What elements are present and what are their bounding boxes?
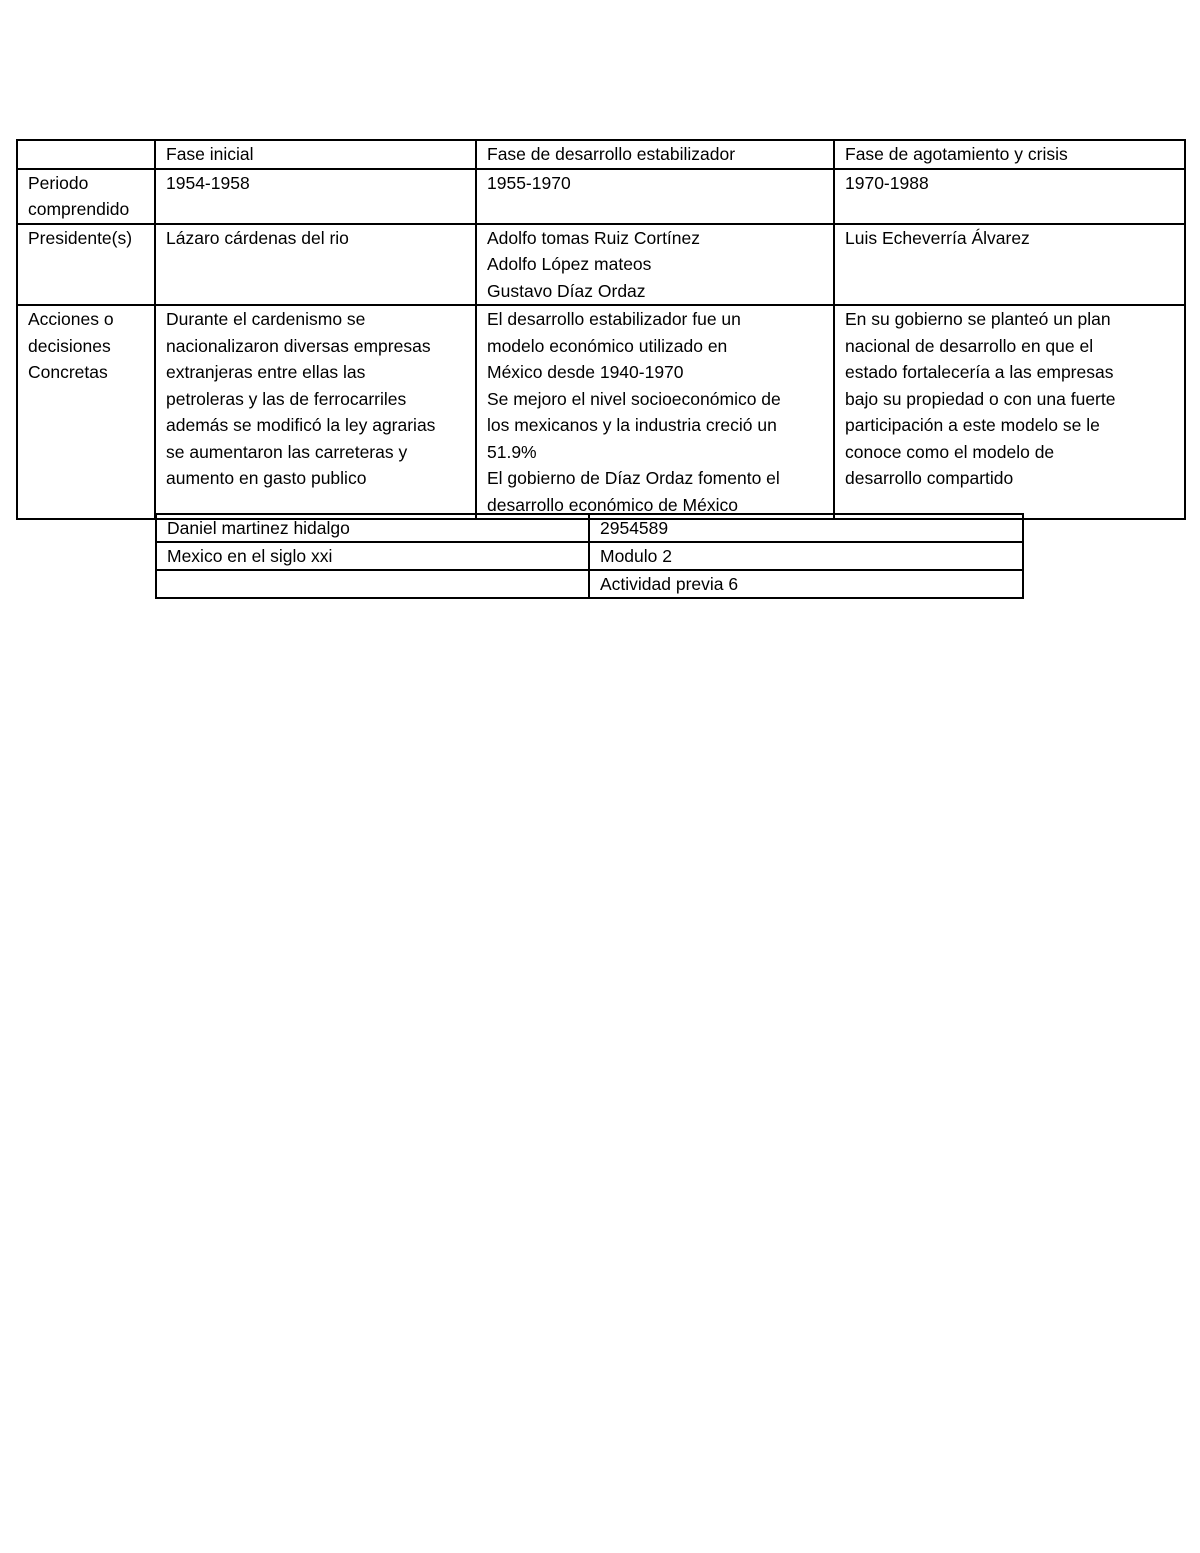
text-line: Presidente(s) bbox=[28, 227, 133, 248]
header-cell-fase-agotamiento: Fase de agotamiento y crisis bbox=[834, 140, 1185, 169]
text-line: En su gobierno se planteó un plan bbox=[845, 309, 1111, 329]
row-label-acciones bbox=[17, 305, 155, 519]
text-line: Adolfo tomas Ruiz Cortínez bbox=[487, 227, 701, 248]
text-line: 51.9% bbox=[487, 441, 537, 462]
text-line: nacional de desarrollo en que el bbox=[845, 335, 1094, 356]
cell-periodo-desarrollo bbox=[476, 169, 834, 224]
student-name: Daniel martinez hidalgo bbox=[156, 514, 589, 542]
text-line: 1955-1970 bbox=[487, 172, 571, 193]
text-line: desarrollo económico de México bbox=[487, 494, 738, 515]
text-line: conoce como el modelo de bbox=[845, 441, 1055, 462]
text-line: se aumentaron las carreteras y bbox=[166, 441, 408, 462]
text-line: Concretas bbox=[28, 362, 108, 382]
info-row-name bbox=[156, 514, 1023, 542]
cell-acciones-agotamiento bbox=[834, 305, 1185, 519]
text-line: 1954-1958 bbox=[166, 172, 250, 193]
cell-acciones-desarrollo bbox=[476, 305, 834, 519]
text-line: modelo económico utilizado en bbox=[487, 335, 728, 356]
text-line: Durante el cardenismo se bbox=[166, 309, 366, 329]
text-line: nacionalizaron diversas empresas bbox=[166, 335, 431, 356]
module-name: Modulo 2 bbox=[589, 542, 1023, 570]
text-line: estado fortalecería a las empresas bbox=[845, 362, 1114, 382]
cell-periodo-inicial bbox=[155, 169, 476, 224]
table-row-periodo bbox=[17, 169, 1185, 224]
text-line: desarrollo compartido bbox=[845, 468, 1014, 488]
student-info-table bbox=[155, 513, 1024, 599]
phases-table bbox=[16, 139, 1186, 520]
text-line: petroleras y las de ferrocarriles bbox=[166, 388, 407, 409]
text-line: Lázaro cárdenas del rio bbox=[166, 227, 349, 248]
text-line: extranjeras entre ellas las bbox=[166, 362, 366, 382]
row-label-periodo bbox=[17, 169, 155, 224]
info-row-course bbox=[156, 542, 1023, 570]
text-line: Periodo bbox=[28, 172, 89, 193]
text-line: además se modificó la ley agrarias bbox=[166, 415, 436, 435]
header-cell-fase-desarrollo: Fase de desarrollo estabilizador bbox=[476, 140, 834, 169]
table-row-presidentes bbox=[17, 224, 1185, 306]
info-row-activity bbox=[156, 570, 1023, 598]
text-line: los mexicanos y la industria creció un bbox=[487, 415, 777, 435]
row-label-presidentes bbox=[17, 224, 155, 306]
text-line: participación a este modelo se le bbox=[845, 415, 1100, 435]
text-line: El desarrollo estabilizador fue un bbox=[487, 309, 741, 329]
empty-cell bbox=[156, 570, 589, 598]
text-line: Gustavo Díaz Ordaz bbox=[487, 280, 646, 301]
text-line: Acciones o bbox=[28, 309, 114, 329]
cell-acciones-inicial bbox=[155, 305, 476, 519]
activity-name: Actividad previa 6 bbox=[589, 570, 1023, 598]
text-line: bajo su propiedad o con una fuerte bbox=[845, 388, 1116, 409]
student-id: 2954589 bbox=[589, 514, 1023, 542]
cell-periodo-agotamiento bbox=[834, 169, 1185, 224]
table-row-acciones bbox=[17, 305, 1185, 519]
header-cell-fase-inicial: Fase inicial bbox=[155, 140, 476, 169]
cell-presidentes-agotamiento bbox=[834, 224, 1185, 306]
header-cell-empty bbox=[17, 140, 155, 169]
course-name: Mexico en el siglo xxi bbox=[156, 542, 589, 570]
text-line: aumento en gasto publico bbox=[166, 468, 367, 488]
text-line: decisiones bbox=[28, 335, 111, 356]
text-line: 1970-1988 bbox=[845, 172, 929, 193]
cell-presidentes-inicial bbox=[155, 224, 476, 306]
text-line: comprendido bbox=[28, 199, 130, 219]
text-line: El gobierno de Díaz Ordaz fomento el bbox=[487, 468, 780, 488]
cell-presidentes-desarrollo bbox=[476, 224, 834, 306]
table-header-row bbox=[17, 140, 1185, 169]
text-line: Adolfo López mateos bbox=[487, 254, 652, 274]
text-line: México desde 1940-1970 bbox=[487, 362, 684, 382]
text-line: Luis Echeverría Álvarez bbox=[845, 227, 1030, 248]
text-line: Se mejoro el nivel socioeconómico de bbox=[487, 388, 781, 409]
